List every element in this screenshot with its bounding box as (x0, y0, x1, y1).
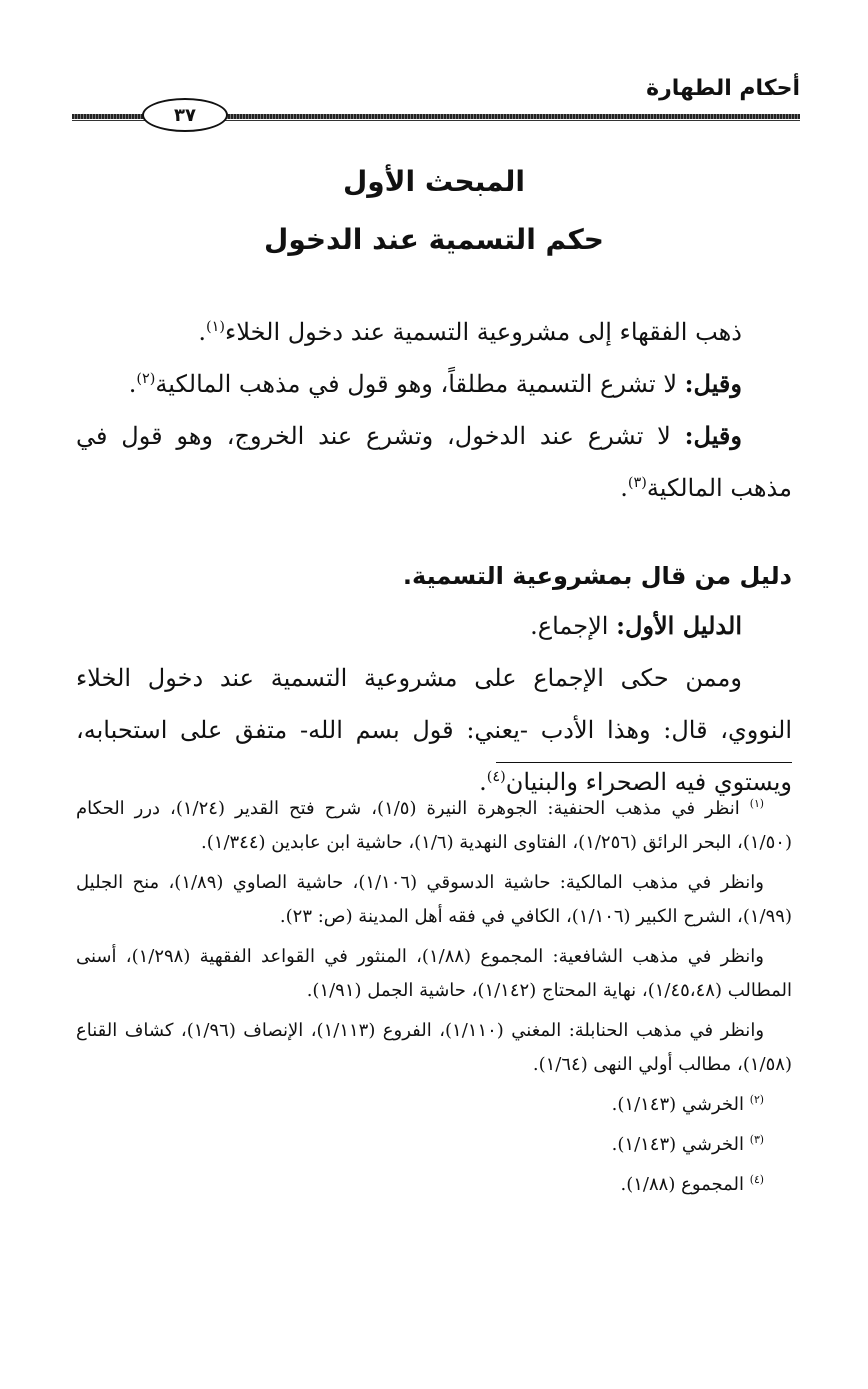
footnote-text: الخرشي (١/١٤٣). (611, 1134, 750, 1155)
paragraph-text: لا تشرع عند الدخول، وتشرع عند الخروج، وهو قول في مذهب المالكية (76, 422, 792, 502)
footnote-1-shafii: وانظر في مذهب الشافعية: المجموع (١/٨٨)، المنثور في القواعد الفقهية (١/٢٩٨)، أسنى المطالب (١/٤٥،٤٨)، نهاية المحتاج (١/١٤٢)، حاشية الجمل (١/٩١). (76, 946, 792, 1001)
paragraph-text: لا تشرع التسمية مطلقاً، وهو قول في مذهب المالكية (155, 370, 685, 398)
paragraph-end: . (198, 318, 207, 346)
quote-end: . (479, 768, 487, 796)
evidence-line (76, 600, 792, 652)
page-number: ٣٧ (174, 104, 196, 126)
page-number-oval (142, 98, 228, 132)
paragraph-end: . (128, 370, 137, 398)
footnote-ref-3[interactable]: (٣) (627, 475, 647, 491)
footnote-ref-1[interactable]: (١) (206, 319, 226, 335)
footnote-ref-2[interactable]: (٢) (136, 371, 156, 387)
footnotes (76, 792, 792, 1208)
paragraph-third-view (76, 410, 792, 514)
footnote-3 (76, 1128, 792, 1162)
footnote-ref-4[interactable]: (٤) (486, 769, 506, 785)
main-content (76, 160, 792, 808)
footnote-text: الخرشي (١/١٤٣). (611, 1094, 750, 1115)
quote-text: وممن حكى الإجماع على مشروعية التسمية عند دخول الخلاء النووي، قال: وهذا الأدب -يعني: قول بسم الله- متفق على استحبابه، ويستوي فيه الصحراء والبنيان (76, 664, 792, 796)
evidence-quote (76, 652, 792, 808)
footnote-2 (76, 1088, 792, 1122)
chapter-title: المبحث الأول (342, 165, 526, 198)
evidence-text: الإجماع. (530, 612, 617, 640)
footnote-number: (٤) (749, 1173, 764, 1186)
paragraph-second-view (76, 358, 792, 410)
footnote-separator (496, 762, 792, 763)
opinions-block (76, 306, 792, 514)
evidence-lead: الدليل الأول: (616, 611, 742, 640)
paragraph-majority-view (76, 306, 792, 358)
paragraph-lead: وقيل: (684, 369, 742, 398)
footnote-1-hanbali: وانظر في مذهب الحنابلة: المغني (١/١١٠)، الفروع (١/١١٣)، الإنصاف (١/٩٦)، كشاف القناع (١/٥٨)، مطالب أولي النهى (١/٦٤). (76, 1020, 792, 1075)
footnote-text: المجموع (١/٨٨). (620, 1174, 750, 1195)
footnote-number: (١) (749, 797, 764, 810)
footnote-number: (٢) (749, 1093, 764, 1106)
chapter-subtitle: حكم التسمية عند الدخول (264, 223, 604, 256)
paragraph-lead: وقيل: (684, 421, 742, 450)
page-header (72, 68, 800, 132)
footnote-1-maliki: وانظر في مذهب المالكية: حاشية الدسوقي (١/١٠٦)، حاشية الصاوي (١/٨٩)، منح الجليل (١/٩٩)، الشرح الكبير (١/١٠٦)، الكافي في فقه أهل المدينة (ص: ٢٣). (76, 872, 792, 927)
footnote-text: انظر في مذهب الحنفية: الجوهرة النيرة (١/٥)، شرح فتح القدير (١/٢٤)، درر الحكام (١/٥٠)، البحر الرائق (١/٢٥٦)، الفتاوى النهدية (١/٦)، حاشية ابن عابدين (١/٣٤٤). (76, 798, 792, 853)
section-heading: دليل من قال بمشروعية التسمية. (402, 562, 792, 590)
footnote-1 (76, 792, 792, 860)
footnote-number: (٣) (749, 1133, 764, 1146)
paragraph-end: . (620, 474, 628, 502)
paragraph-text: ذهب الفقهاء إلى مشروعية التسمية عند دخول الخلاء (225, 318, 742, 346)
footnote-4 (76, 1168, 792, 1202)
running-title: أحكام الطهارة (646, 76, 800, 101)
